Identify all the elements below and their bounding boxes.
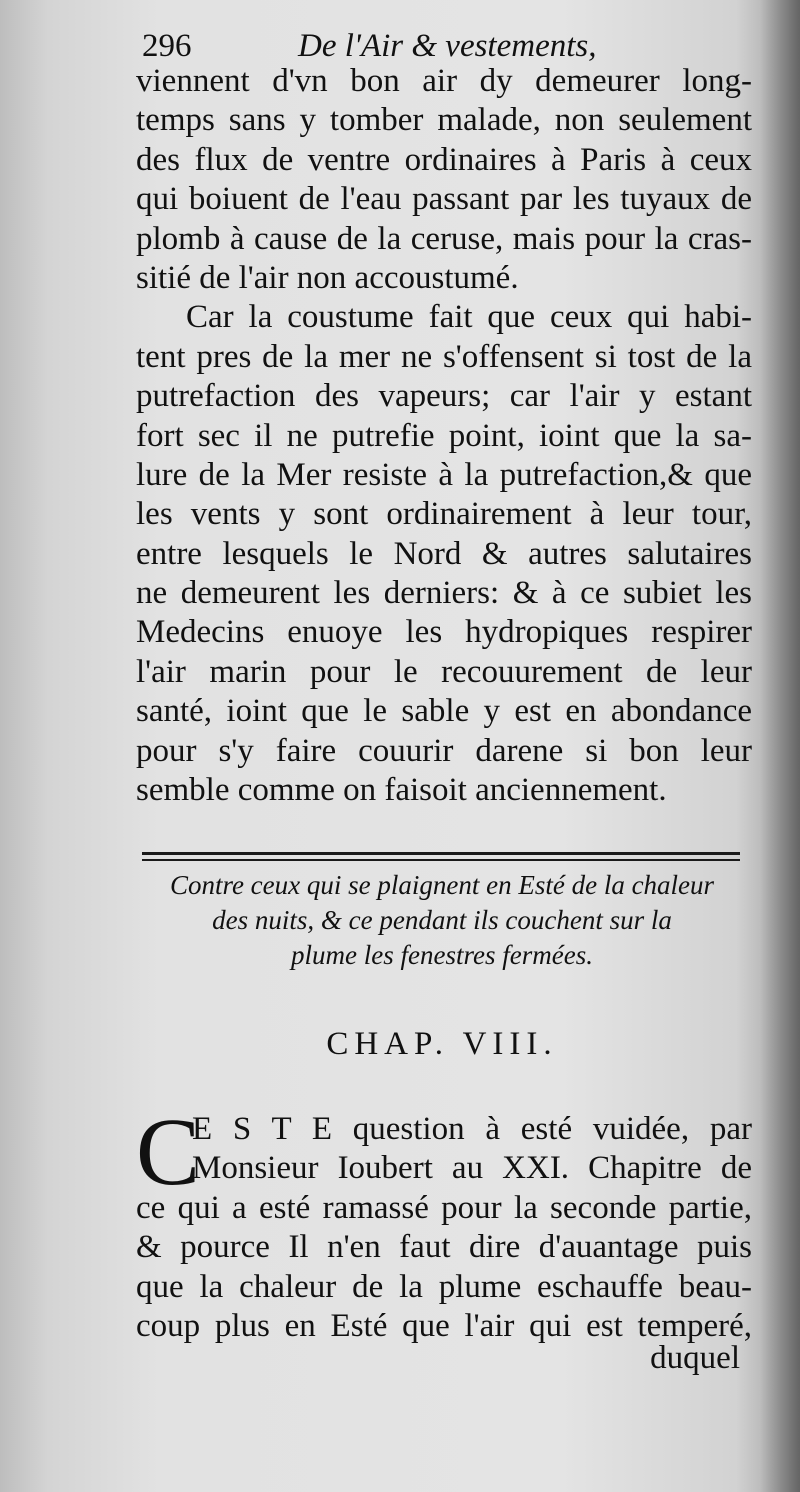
- text-line: Medecins enuoye les hydropiques respirer: [136, 614, 752, 651]
- text-line: coup plus en Esté que l'air qui est temperé,: [136, 1307, 752, 1344]
- section-rule-thin: [142, 859, 740, 861]
- text-line: putrefaction des vapeurs; car l'air y estant: [136, 378, 752, 415]
- text-line: fort sec il ne putrefie point, ioint que la sa-: [136, 417, 752, 454]
- heading-line: plume les fenestres fermées.: [291, 940, 593, 970]
- section-rule-thick: [142, 852, 740, 855]
- text-line: des flux de ventre ordinaires à Paris à ceux: [136, 141, 752, 178]
- heading-line: des nuits, & ce pendant ils couchent sur la: [212, 905, 672, 935]
- text-line: ne demeurent les derniers: & à ce subiet les: [136, 575, 752, 612]
- section-heading: [140, 868, 744, 973]
- running-title: De l'Air & vestements,: [298, 28, 597, 64]
- text-line: lure de la Mer resiste à la putrefaction,& que: [136, 456, 752, 493]
- text-line: ce qui a esté ramassé pour la seconde partie,: [136, 1189, 752, 1226]
- page-number: 296: [142, 28, 192, 64]
- main-text: [136, 62, 752, 810]
- catchword: duquel: [650, 1340, 740, 1376]
- text-line: que la chaleur de la plume eschauffe beau-: [136, 1268, 752, 1305]
- text-line: semble comme on faisoit anciennement.: [136, 772, 667, 809]
- page-gutter-shadow: [760, 0, 800, 1492]
- text-line: Car la coustume fait que ceux qui habi-: [186, 299, 752, 336]
- text-line: sitié de l'air non accoustumé.: [136, 259, 519, 296]
- text-line: viennent d'vn bon air dy demeurer long-: [136, 63, 752, 99]
- text-line: pour s'y faire couurir darene si bon leur: [136, 732, 752, 769]
- text-line: & pource Il n'en faut dire d'auantage puis: [136, 1229, 752, 1266]
- chapter-label: CHAP. VIII.: [326, 1026, 558, 1062]
- text-line: l'air marin pour le recouurement de leur: [136, 653, 752, 690]
- text-line: entre lesquels le Nord & autres salutaires: [136, 535, 752, 572]
- chapter-text: [136, 1098, 752, 1346]
- text-line: plomb à cause de la ceruse, mais pour la cras-: [136, 220, 752, 257]
- text-line: santé, ioint que le sable y est en abondance: [136, 693, 752, 730]
- text-line: temps sans y tomber malade, non seulement: [136, 102, 752, 139]
- drop-cap: C: [136, 1098, 201, 1205]
- text-line: Monsieur Ioubert au XXI. Chapitre de: [192, 1150, 752, 1187]
- text-line: tent pres de la mer ne s'offensent si tost de la: [136, 338, 752, 375]
- text-line: les vents y sont ordinairement à leur tour,: [136, 496, 752, 533]
- text-line: E S T E question à esté vuidée, par: [192, 1111, 752, 1147]
- text-line: qui boiuent de l'eau passant par les tuyaux de: [136, 181, 752, 218]
- heading-line: Contre ceux qui se plaignent en Esté de la chaleur: [169, 870, 715, 900]
